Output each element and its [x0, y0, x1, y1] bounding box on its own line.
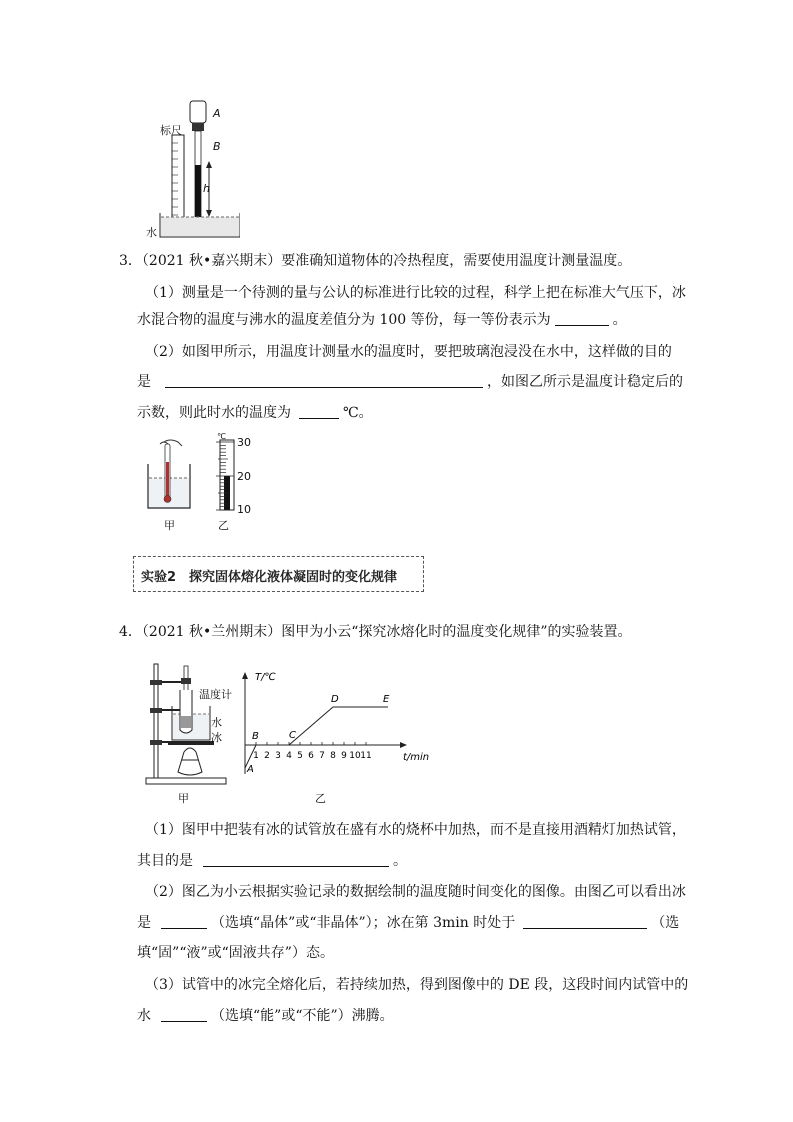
q4-blank-2[interactable]: [161, 914, 207, 929]
q3-scale-unit: ℃: [217, 432, 226, 441]
q3-fig-jia-caption: 甲: [164, 519, 175, 532]
q4-p3-end: （选填“能”或“不能”）沸腾。: [211, 1008, 394, 1024]
q3-p2-end: ，如图乙所示是温度计稳定后的: [487, 374, 683, 390]
fig1-label-h: h: [203, 182, 210, 195]
q3-p2-line1: （2）如图甲所示，用温度计测量水的温度时，要把玻璃泡浸没在水中，这样做的目的: [145, 344, 672, 360]
q4-x-tick: 8: [330, 751, 336, 761]
q3-p1-end: 。: [612, 312, 627, 328]
q4-p2-line2: [137, 913, 679, 933]
q4-x-tick: 10: [349, 751, 361, 761]
q4-x-tick: 4: [286, 751, 292, 761]
q3-title: 3．（2021 秋•嘉兴期末）要准确知道物体的冷热程度，需要使用温度计测量温度。: [119, 253, 632, 269]
q4-label-water: 水: [211, 716, 222, 729]
q3-p1-line2: [137, 310, 627, 330]
q4-blank-3[interactable]: [523, 914, 647, 929]
q4-p1-line1: （1）图甲中把装有冰的试管放在盛有水的烧杯中加热，而不是直接用酒精灯加热试管，: [145, 822, 686, 838]
q4-blank-4[interactable]: [161, 1007, 207, 1022]
fig1-label-b: B: [213, 140, 221, 153]
q4-p2-line1: （2）图乙为小云根据实验记录的数据绘制的温度随时间变化的图像。由图乙可以看出冰: [145, 884, 686, 900]
q4-p2-line3: 填“固”“液”或“固液共存”）态。: [137, 945, 334, 961]
q3-p2-text: 是: [137, 374, 151, 390]
q4-y-axis-label: T/℃: [255, 672, 276, 683]
fig1-label-ruler: 标尺: [160, 124, 182, 137]
q3-tick-10: 10: [237, 503, 251, 516]
q3-p1-text: 水混合物的温度与沸水的温度差值分为 100 等份，每一等份表示为: [137, 312, 551, 328]
q4-point-c: C: [289, 730, 296, 741]
q3-p1-line1: （1）测量是一个待测的量与公认的标准进行比较的过程，科学上把在标准大气压下，冰: [145, 285, 686, 301]
q4-p2-end: （选: [651, 915, 680, 931]
q4-label-thermometer: 温度计: [199, 688, 232, 701]
section-box: [133, 556, 424, 592]
q4-x-tick: 7: [319, 751, 325, 761]
q4-p2-text: 是: [137, 915, 151, 931]
q3-fig-beaker: [140, 436, 200, 512]
q4-x-tick: 6: [308, 751, 314, 761]
q4-blank-1[interactable]: [203, 852, 389, 867]
q3-blank-3[interactable]: [299, 404, 339, 419]
q4-p1-line2: [137, 851, 407, 871]
q4-graph: [235, 668, 435, 778]
q4-x-tick: 9: [341, 751, 347, 761]
q3-fig-scale: [206, 434, 266, 514]
q3-p2-line3: [137, 403, 373, 423]
q4-x-tick: 5: [297, 751, 303, 761]
q4-x-tick: 11: [360, 751, 372, 761]
q4-fig-yi-caption: 乙: [315, 792, 326, 805]
q4-label-ice: 冰: [211, 731, 222, 744]
q4-point-a: A: [247, 764, 254, 775]
fig1-label-a: A: [213, 107, 221, 120]
q4-p3-text: 水: [137, 1008, 151, 1024]
q4-fig-jia-caption: 甲: [178, 792, 189, 805]
q3-tick-30: 30: [237, 436, 251, 449]
q3-p2c-text: 示数，则此时水的温度为: [137, 405, 291, 421]
q4-x-axis-label: t/min: [403, 752, 430, 763]
fig1-label-water: 水: [146, 226, 157, 239]
q3-p2c-end: ℃。: [343, 405, 373, 421]
q4-x-tick: 3: [275, 751, 281, 761]
q4-p3-line2: [137, 1006, 394, 1026]
q3-p2-line2: [137, 372, 683, 392]
q4-x-tick: 1: [253, 751, 259, 761]
q3-blank-1[interactable]: [555, 311, 609, 326]
q4-point-e: E: [383, 694, 390, 705]
q3-tick-20: 20: [237, 470, 251, 483]
section-box-text: 实验2 探究固体熔化液体凝固时的变化规律: [141, 570, 398, 585]
q4-p1-text: 其目的是: [137, 853, 193, 869]
q4-p1-end: 。: [393, 853, 407, 869]
fig1-apparatus: [140, 95, 240, 240]
q4-title: 4．（2021 秋•兰州期末）图甲为小云“探究冰熔化时的温度变化规律”的实验装置。: [119, 624, 632, 640]
q3-fig-yi-caption: 乙: [218, 519, 229, 532]
q3-blank-2[interactable]: [165, 373, 483, 388]
q4-p2-mid: （选填“晶体”或“非晶体”）；冰在第 3min 时处于: [211, 915, 516, 931]
q4-x-tick: 2: [264, 751, 270, 761]
q4-p3-line1: （3）试管中的冰完全熔化后，若持续加热，得到图像中的 DE 段，这段时间内试管中的: [145, 977, 689, 993]
q4-point-d: D: [331, 694, 339, 705]
q4-point-b: B: [252, 731, 259, 742]
